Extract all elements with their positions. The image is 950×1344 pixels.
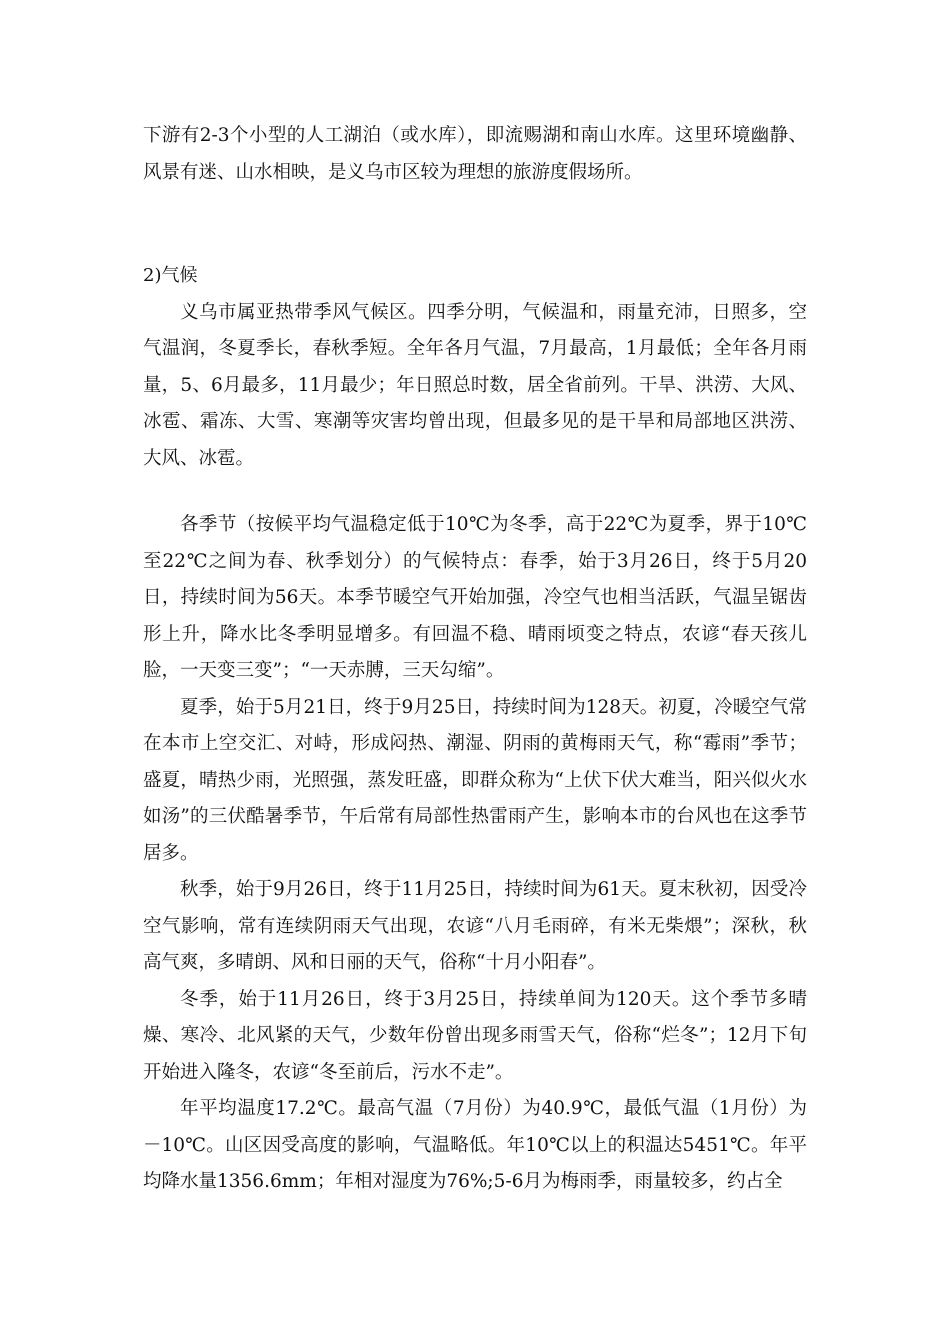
document-body (143, 118, 807, 1201)
spacer (143, 477, 807, 507)
intro-paragraph: 下游有2-3个小型的人工湖泊（或水库），即流赐湖和南山水库。这里环境幽静、风景有迷、山水相映，是义乌市区较为理想的旅游度假场所。 (143, 125, 807, 183)
spacer (143, 191, 807, 258)
summer-paragraph: 夏季，始于5月21日，终于9月25日，持续时间为128天。初夏，冷暖空气常在本市上空交汇、对峙，形成闷热、潮湿、阴雨的黄梅雨天气，称“霉雨”季节；盛夏，晴热少雨，光照强，蒸发旺盛，即群众称为“上伏下伏大难当，阳兴似火水如汤”的三伏酷暑季节，午后常有局部性热雷雨产生，影响本市的台风也在这季节居多。 (143, 696, 807, 864)
autumn-paragraph: 秋季，始于9月26日，终于11月25日，持续时间为61天。夏末秋初，因受冷空气影响，常有连续阴雨天气出现，农谚“八月毛雨碎，有米无柴煨”；深秋，秋高气爽，多晴朗、风和日丽的天气，俗称“十月小阳春”。 (143, 879, 807, 973)
section-heading: 2)气候 (143, 265, 198, 286)
climate-overview-paragraph: 义乌市属亚热带季风气候区。四季分明，气候温和，雨量充沛，日照多，空气温润，冬夏季长，春秋季短。全年各月气温，7月最高，1月最低；全年各月雨量，5、6月最多，11月最少；年日照总时数，居全省前列。干旱、洪涝、大风、冰雹、霜冻、大雪、寒潮等灾害均曾出现，但最多见的是干旱和局部地区洪涝、大风、冰雹。 (143, 301, 807, 469)
winter-paragraph: 冬季，始于11月26日，终于3月25日，持续单间为120天。这个季节多晴燥、寒冷、北风紧的天气，少数年份曾出现多雨雪天气，俗称“烂冬”；12月下旬开始进入隆冬，农谚“冬至前后，污水不走”。 (143, 988, 807, 1083)
spring-paragraph: 各季节（按候平均气温稳定低于10℃为冬季，高于22℃为夏季，界于10℃至22℃之间为春、秋季划分）的气候特点：春季，始于3月26日，终于5月20日，持续时间为56天。本季节暖空气开始加强，冷空气也相当活跃，气温呈锯齿形上升，降水比冬季明显增多。有回温不稳、晴雨顷变之特点，农谚“春天孩儿脸，一天变三变”；“一天赤膊，三天勾缩”。 (143, 514, 807, 681)
annual-stats-paragraph: 年平均温度17.2℃。最高气温（7月份）为40.9℃，最低气温（1月份）为－10℃。山区因受高度的影响，气温略低。年10℃以上的积温达5451℃。年平均降水量1356.6mm；年相对湿度为76%;5-6月为梅雨季，雨量较多，约占全 (143, 1098, 807, 1192)
